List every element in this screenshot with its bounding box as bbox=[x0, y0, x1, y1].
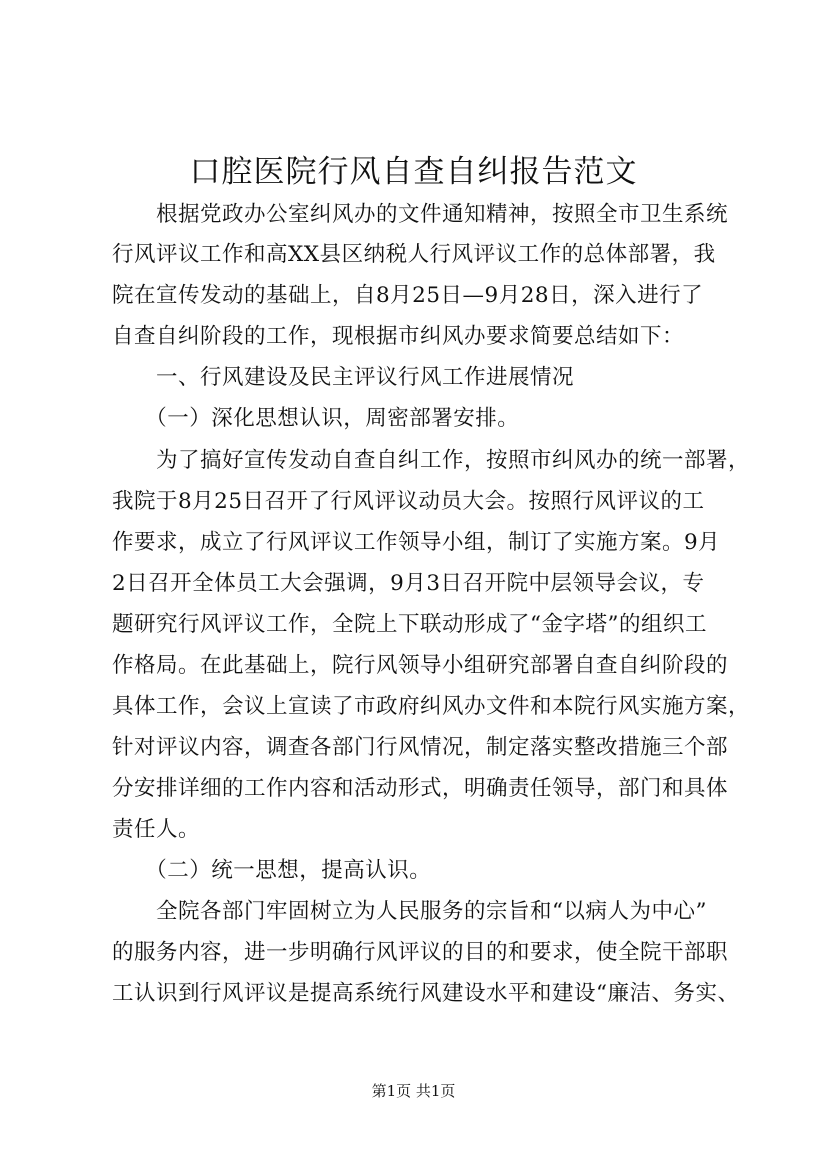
body-line: 行风评议工作和高XX县区纳税人行风评议工作的总体部署，我 bbox=[112, 242, 716, 267]
body-line: 为了搞好宣传发动自查自纠工作，按照市纠风办的统一部署， bbox=[112, 448, 751, 473]
body-line: 作格局。在此基础上，院行风领导小组研究部署自查自纠阶段的 bbox=[112, 653, 729, 678]
subsection-heading: （一）深化思想认识，周密部署安排。 bbox=[112, 406, 520, 431]
body-line: 针对评议内容，调查各部门行风情况，制定落实整改措施三个部 bbox=[112, 735, 729, 760]
body-line: 我院于8月25日召开了行风评议动员大会。按照行风评议的工 bbox=[112, 489, 705, 514]
body-line: 全院各部门牢固树立为人民服务的宗旨和“以病人为中心” bbox=[112, 899, 707, 924]
body-line: 题研究行风评议工作，全院上下联动形成了“金字塔”的组织工 bbox=[112, 612, 707, 637]
body-line: 的服务内容，进一步明确行风评议的目的和要求，使全院干部职 bbox=[112, 940, 729, 965]
document-title: 口腔医院行风自查自纠报告范文 bbox=[189, 154, 638, 190]
body-line: 院在宣传发动的基础上，自8月25日—9月28日，深入进行了 bbox=[112, 283, 704, 308]
body-line: 具体工作，会议上宣读了市政府纠风办文件和本院行风实施方案， bbox=[112, 694, 751, 719]
body-line: 作要求，成立了行风评议工作领导小组，制订了实施方案。9月 bbox=[112, 530, 721, 555]
subsection-heading: （二）统一思想，提高认识。 bbox=[112, 858, 432, 883]
page-number-footer: 第1页 共1页 bbox=[371, 1082, 456, 1100]
body-line: 自查自纠阶段的工作，现根据市纠风办要求简要总结如下： bbox=[112, 324, 685, 349]
section-heading: 一、行风建设及民主评议行风工作进展情况 bbox=[112, 365, 575, 390]
body-line: 分安排详细的工作内容和活动形式，明确责任领导，部门和具体 bbox=[112, 776, 729, 801]
body-line: 工认识到行风评议是提高系统行风建设水平和建设“廉洁、务实、 bbox=[112, 981, 740, 1006]
body-line: 责任人。 bbox=[112, 817, 201, 842]
body-line: 根据党政办公室纠风办的文件通知精神，按照全市卫生系统 bbox=[112, 202, 729, 227]
body-line: 2日召开全体员工大会强调，9月3日召开院中层领导会议，专 bbox=[112, 571, 705, 596]
